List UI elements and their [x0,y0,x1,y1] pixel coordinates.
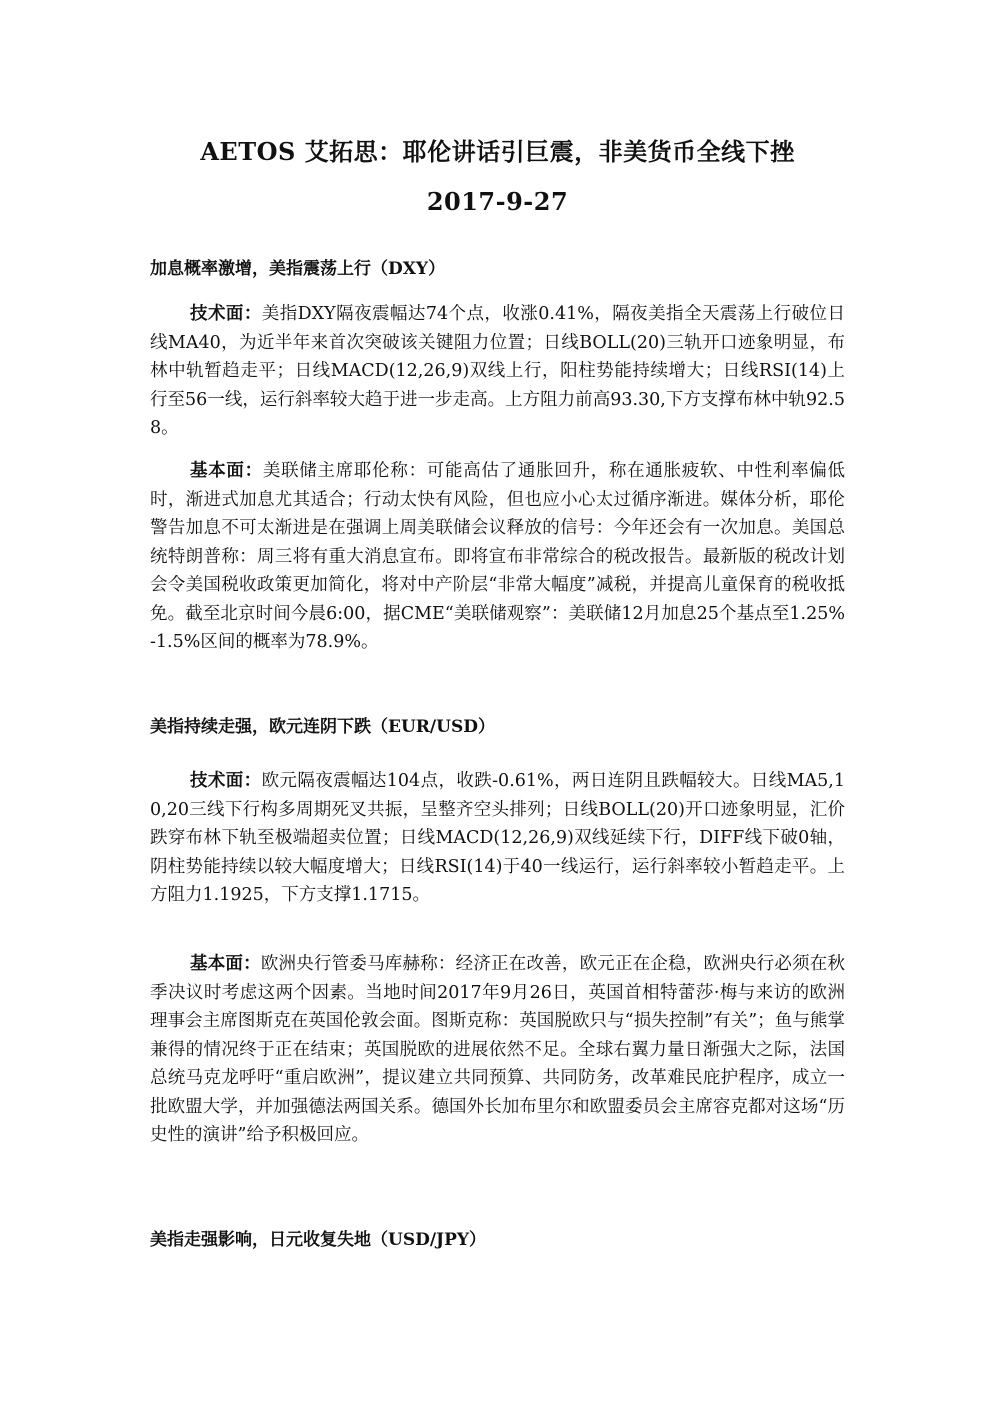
paragraph-text: 欧元隔夜震幅达104点，收跌-0.61%，两日连阴且跌幅较大。日线MA5,10,20三线下行构多周期死叉共振，呈整齐空头排列；日线BOLL(20)开口迹象明显，汇价跌穿布林下轨至极端超卖位置；日线MACD(12,26,9)双线延续下行，DIFF线下破0轴，阴柱势能持续以较大幅度增大；日线RSI(14)于40一线运行，运行斜率较小暂趋走平。上方阻力1.1925，下方支撑1.1715。 [150,771,845,905]
section-heading-usdjpy: 美指走强影响，日元收复失地（USD/JPY） [150,1230,487,1250]
paragraph-text: 欧洲央行管委马库赫称：经济正在改善，欧元正在企稳，欧洲央行必须在秋季决议时考虑这两个因素。当地时间2017年9月26日，英国首相特蕾莎·梅与来访的欧洲理事会主席图斯克在英国伦敦会面。图斯克称：英国脱欧只与“损失控制”有关”；鱼与熊掌兼得的情况终于正在结束；英国脱欧的进展依然不足。全球右翼力量日渐强大之际，法国总统马克龙呼吁“重启欧洲”，提议建立共同预算、共同防务，改革难民庇护程序，成立一批欧盟大学，并加强德法两国关系。德国外长加布里尔和欧盟委员会主席容克都对这场“历史性的演讲”给予积极回应。 [150,954,846,1145]
paragraph-lead-label: 技术面： [190,304,262,324]
section-heading-dxy: 加息概率激增，美指震荡上行（DXY） [150,259,446,279]
document-title: AETOS 艾拓思：耶伦讲话引巨震，非美货币全线下挫 [200,137,795,166]
paragraph-text: 美指DXY隔夜震幅达74个点，收涨0.41%，隔夜美指全天震荡上行破位日线MA40，为近半年来首次突破该关键阻力位置；日线BOLL(20)三轨开口迹象明显，布林中轨暂趋走平；日线MACD(12,26,9)双线上行，阳柱势能持续增大；日线RSI(14)上行至56一线，运行斜率较大趋于进一步走高。上方阻力前高93.30,下方支撑布林中轨92.58。 [150,304,845,438]
paragraph-lead-label: 技术面： [190,771,262,791]
paragraph-dxy-fundamental [150,457,845,657]
paragraph-lead-label: 基本面： [190,461,263,481]
paragraph-text: 美联储主席耶伦称：可能高估了通胀回升，称在通胀疲软、中性利率偏低时，渐进式加息尤其适合；行动太快有风险，但也应小心太过循序渐进。媒体分析，耶伦警告加息不可太渐进是在强调上周美联储会议释放的信号：今年还会有一次加息。美国总统特朗普称：周三将有重大消息宣布。即将宣布非常综合的税改报告。最新版的税改计划会令美国税收政策更加简化，将对中产阶层“非常大幅度”减税，并提高儿童保育的税收抵免。截至北京时间今晨6:00，据CME“美联储观察”：美联储12月加息25个基点至1.25%-1.5%区间的概率为78.9%。 [150,461,845,652]
paragraph-eurusd-fundamental [150,950,845,1150]
paragraph-lead-label: 基本面： [190,954,261,974]
document-date: 2017-9-27 [426,187,569,216]
paragraph-dxy-technical [150,300,845,443]
paragraph-eurusd-technical [150,767,845,910]
section-heading-eurusd: 美指持续走强，欧元连阴下跌（EUR/USD） [150,717,495,737]
